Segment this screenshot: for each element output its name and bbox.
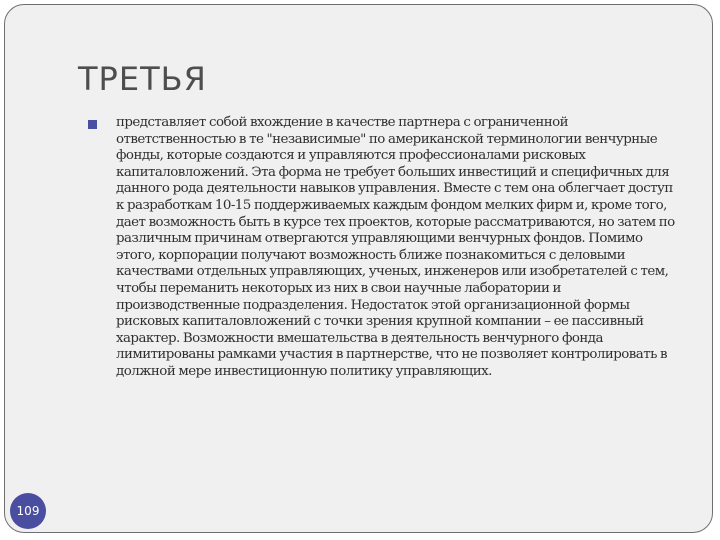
bullet-item — [88, 115, 682, 381]
page-number-badge: 109 — [10, 493, 46, 529]
slide-title: ТРЕТЬЯ — [78, 60, 207, 98]
bullet-text: представляет собой вхождение в качестве партнера с ограниченной ответственностью в те "независимые" по американской терминологии венчурные фонды, которые создаются и управляются профессионалами рисковых капиталовложений. Эта форма не требует больших инвестиций и специфичных для данного рода деятельности навыков управления. Вместе с тем она облегчает доступ к разработкам 10-15 поддерживаемых каждым фондом мелких фирм и, кроме того, дает возможность быть в курсе тех проектов, которые рассматриваются, но затем по различным причинам отвергаются управляющими венчурных фондов. Помимо этого, корпорации получают возможность ближе познакомиться с деловыми качествами отдельных управляющих, ученых, инженеров или изобретателей с тем, чтобы переманить некоторых из них в свои научные лаборатории и производственные подразделения. Недостаток этой организационной формы рисковых капиталовложений с точки зрения крупной компании – ее пассивный характер. Возможности вмешательства в деятельность венчурного фонда лимитированы рамками участия в партнерстве, что не позволяет контролировать в должной мере инвестиционную политику управляющих. — [116, 115, 675, 379]
square-bullet-icon — [88, 120, 97, 129]
bullet-list — [88, 115, 682, 381]
